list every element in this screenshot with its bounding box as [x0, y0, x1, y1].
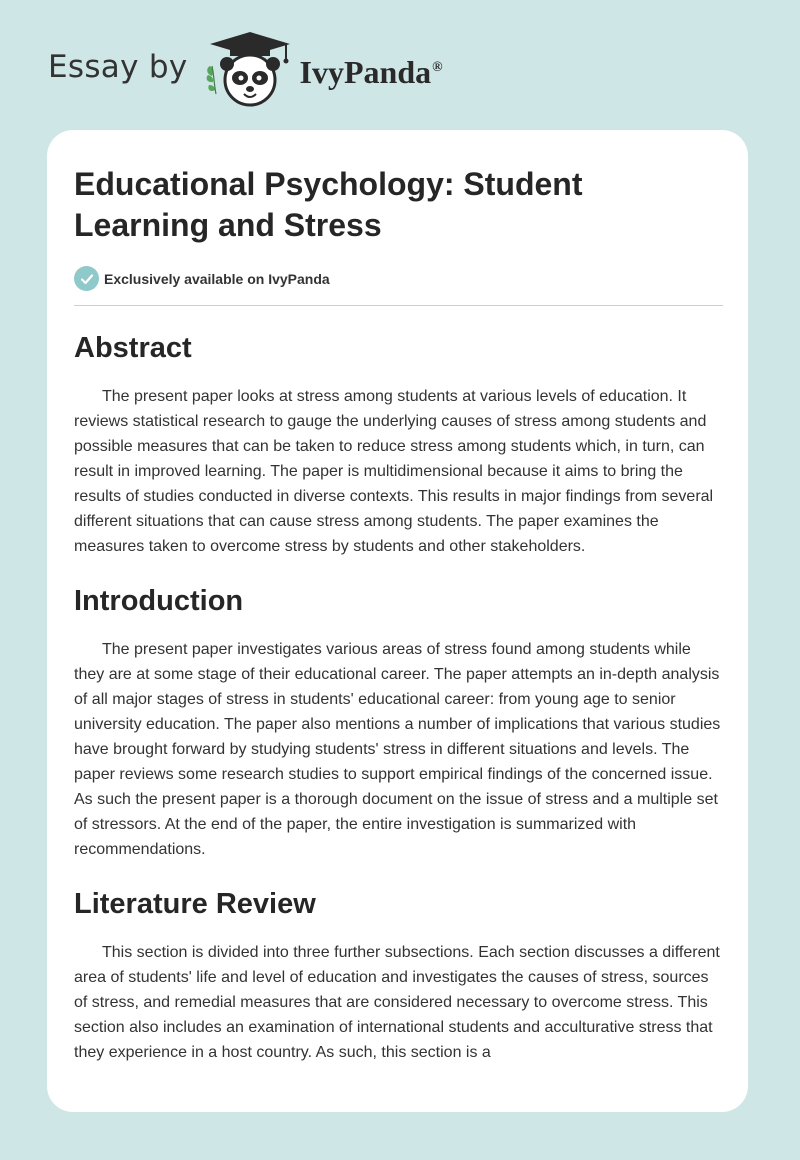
section-heading-literature-review: Literature Review: [74, 888, 316, 920]
ivy-leaf-icon: [206, 66, 215, 94]
essay-card: [47, 130, 748, 1112]
exclusive-badge: [74, 266, 723, 291]
divider: [74, 305, 723, 306]
section-heading-introduction: Introduction: [74, 585, 244, 617]
site-header: [48, 30, 443, 110]
panda-graduate-icon: [204, 30, 296, 110]
registered-mark: ®: [432, 59, 443, 75]
essay-content: [74, 164, 723, 1065]
section-text-abstract: The present paper looks at stress among students at various levels of education. It reviews statistical research to gauge the underlying causes of stress among students and possible measures that can be taken to reduce stress among students which, in turn, can result in improved learning. The paper is multidimensional because it aims to bring the results of studies conducted in diverse contexts. This results in major findings from several different situations that can cause stress among students. The paper examines the measures taken to overcome stress by students and other stakeholders.: [74, 388, 714, 555]
section-text-introduction: The present paper investigates various areas of stress found among students while they are at some stage of their educational career. The paper attempts an in-depth analysis of all major stages of stress in students' educational career: from young age to senior university education. The paper also mentions a number of implications that various studies have brought forward by studying students' stress in different situations and levels. The paper reviews some research studies to support empirical findings of the concerned issue. As such the present paper is a thorough document on the issue of stress and a multiple set of stressors. At the end of the paper, the entire investigation is summarized with recommendations.: [74, 641, 721, 858]
ivypanda-logo[interactable]: [204, 30, 443, 110]
page-title: Educational Psychology: Student Learning and Stress: [74, 166, 583, 243]
section-heading-abstract: Abstract: [74, 332, 192, 364]
brand-text: IvyPanda: [299, 53, 432, 90]
exclusive-badge-label: Exclusively available on IvyPanda: [104, 270, 330, 287]
section-text-literature-review: This section is divided into three further subsections. Each section discusses a different area of students' life and level of education and investigates the causes of stress, sources of stress, and remedial measures that are considered necessary to overcome stress. This section also includes an examination of international students and acculturative stress that they experience in a host country. As such, this section is a: [74, 944, 720, 1061]
brand-name: [300, 54, 443, 91]
check-icon: [74, 266, 99, 291]
essay-by-label: Essay by: [48, 49, 188, 85]
